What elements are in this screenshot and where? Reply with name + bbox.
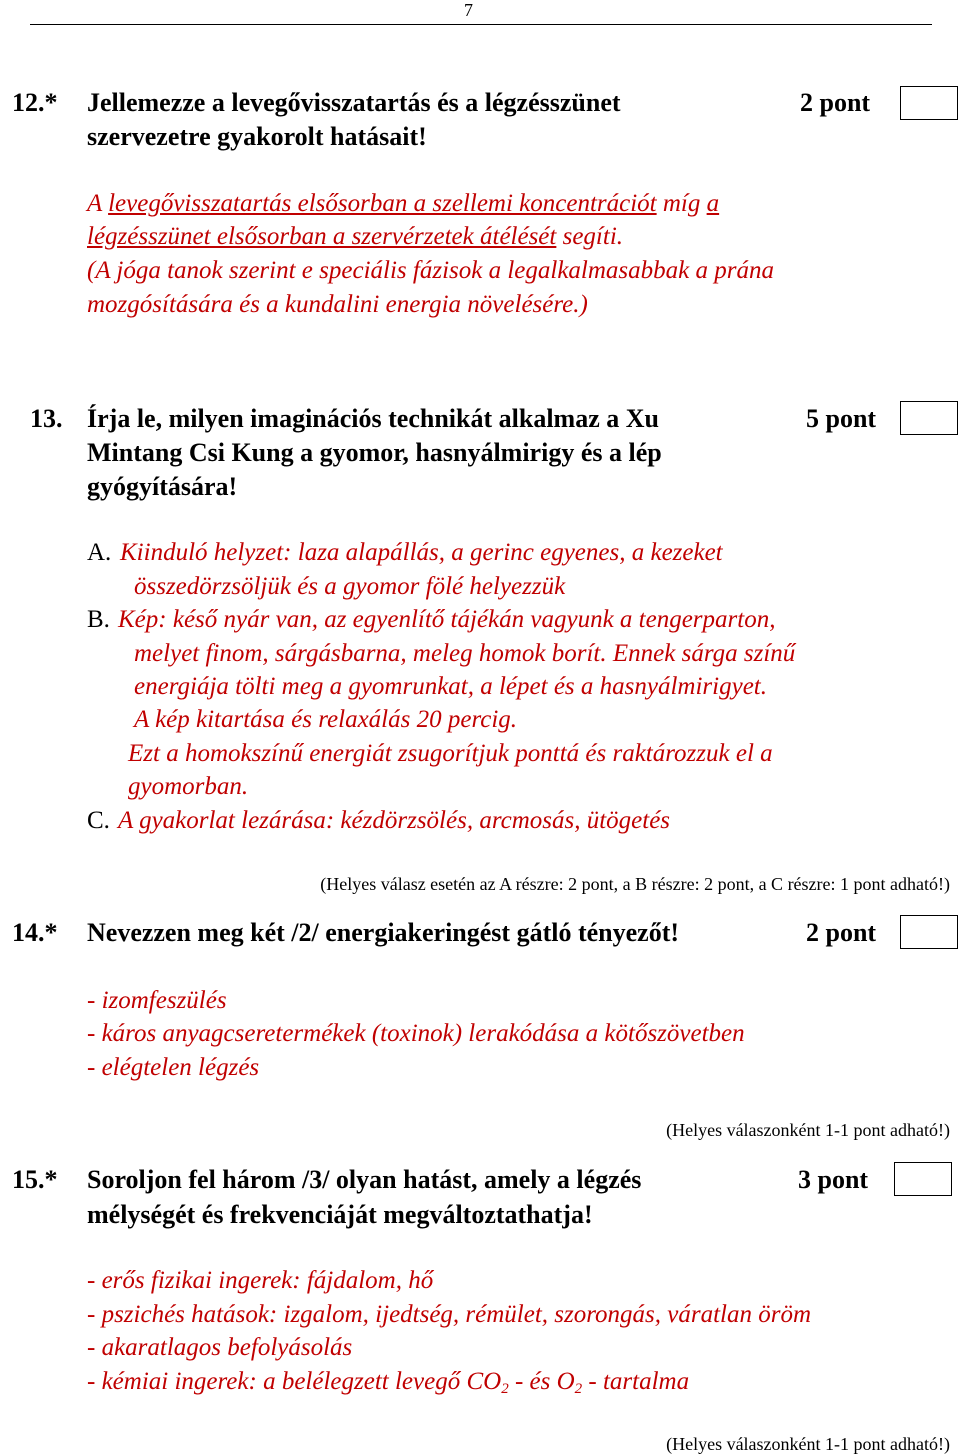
question-number: 12.* <box>12 88 58 117</box>
answer-line: A levegővisszatartás elsősorban a szellemi koncentrációt míg a <box>87 190 720 217</box>
score-box[interactable] <box>900 915 958 949</box>
answer-line: melyet finom, sárgásbarna, meleg homok borít. Ennek sárga színű <box>134 640 796 667</box>
question-number: 14.* <box>12 918 58 947</box>
question-text: mélységét és frekvenciáját megváltoztathatja! <box>87 1200 593 1229</box>
question-text: szervezetre gyakorolt hatásait! <box>87 122 427 151</box>
list-item: - pszichés hatások: izgalom, ijedtség, rémület, szorongás, váratlan öröm <box>87 1301 812 1328</box>
answer-line: mozgósítására és a kundalini energia növelésére.) <box>87 291 588 318</box>
question-text: Mintang Csi Kung a gyomor, hasnyálmirigy és a lép <box>87 438 662 467</box>
part-c-label: C. <box>87 807 110 834</box>
score-box[interactable] <box>900 401 958 435</box>
answer-line: Kiinduló helyzet: laza alapállás, a gerinc egyenes, a kezeket <box>120 539 723 566</box>
question-text: Nevezzen meg két /2/ energiakeringést gátló tényezőt! <box>87 918 680 947</box>
score-box[interactable] <box>894 1162 952 1196</box>
question-number: 15.* <box>12 1165 58 1194</box>
question-text: Jellemezze a levegővisszatartás és a légzésszünet <box>87 88 621 117</box>
answer-line: A kép kitartása és relaxálás 20 percig. <box>134 706 518 733</box>
question-text: Írja le, milyen imaginációs technikát alkalmaz a Xu <box>87 404 659 433</box>
list-item: - erős fizikai ingerek: fájdalom, hő <box>87 1267 434 1294</box>
list-item: - akaratlagos befolyásolás <box>87 1334 353 1361</box>
question-text: gyógyítására! <box>87 472 238 501</box>
points-label: 5 pont <box>806 404 877 433</box>
list-item: - izomfeszülés <box>87 987 227 1014</box>
points-label: 2 pont <box>806 918 877 947</box>
question-text: Soroljon fel három /3/ olyan hatást, amely a légzés <box>87 1165 642 1194</box>
page-number: 7 <box>464 0 473 20</box>
scoring-note: (Helyes válaszonként 1-1 pont adható!) <box>666 1434 950 1454</box>
scoring-note: (Helyes válasz esetén az A részre: 2 pont, a B részre: 2 pont, a C részre: 1 pont adható!) <box>320 874 950 894</box>
list-item: - káros anyagcseretermékek (toxinok) lerakódása a kötőszövetben <box>87 1020 745 1047</box>
answer-line: (A jóga tanok szerint e speciális fázisok a legalkalmasabbak a prána <box>87 257 774 284</box>
answer-line: Kép: késő nyár van, az egyenlítő tájékán vagyunk a tengerparton, <box>118 606 776 633</box>
scoring-note: (Helyes válaszonként 1-1 pont adható!) <box>666 1120 950 1140</box>
score-box[interactable] <box>900 86 958 120</box>
answer-line: Ezt a homokszínű energiát zsugorítjuk ponttá és raktározzuk el a <box>128 740 773 767</box>
points-label: 2 pont <box>800 88 871 117</box>
list-item: - elégtelen légzés <box>87 1054 260 1081</box>
answer-line: energiája tölti meg a gyomrunkat, a lépet és a hasnyálmirigyet. <box>134 673 767 700</box>
part-b-label: B. <box>87 606 110 633</box>
answer-line: összedörzsöljük és a gyomor fölé helyezzük <box>134 573 566 600</box>
points-label: 3 pont <box>798 1165 869 1194</box>
header-divider <box>30 24 932 25</box>
part-a-label: A. <box>87 539 112 566</box>
list-item: - kémiai ingerek: a belélegzett levegő $CO_2$ - és $O_2$ - tartalma <box>87 1368 690 1397</box>
answer-line: gyomorban. <box>128 773 249 800</box>
answer-line: légzésszünet elsősorban a szervérzetek átélését segíti. <box>87 223 624 250</box>
answer-line: A gyakorlat lezárása: kézdörzsölés, arcmosás, ütögetés <box>118 807 671 834</box>
question-number: 13. <box>30 404 63 433</box>
